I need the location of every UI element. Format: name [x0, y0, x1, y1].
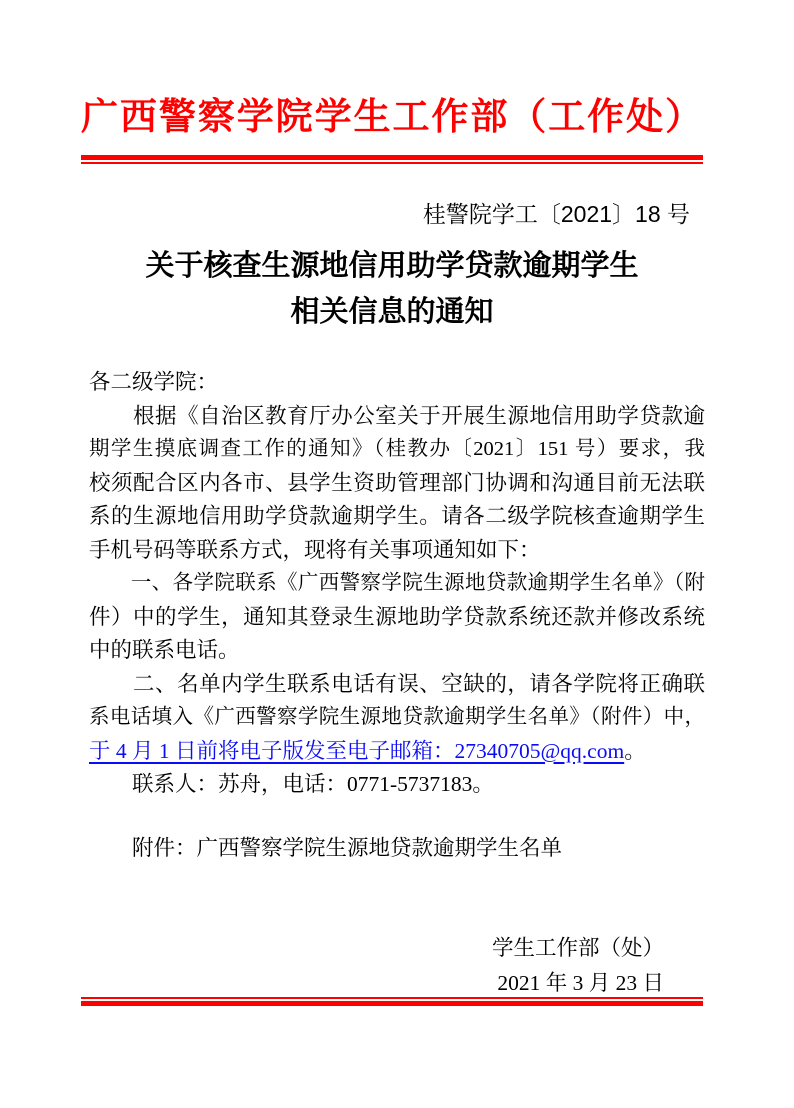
- body-line: 一、各学院联系《广西警察学院生源地贷款逾期学生名单》（附: [89, 572, 705, 594]
- body-line-contact: 联系人：苏舟，电话：0771-5737183。: [89, 772, 494, 796]
- notice-title: [81, 243, 703, 335]
- notice-title-line2: 相关信息的通知: [290, 296, 494, 328]
- signature-org: 学生工作部（处）: [491, 936, 664, 960]
- body-line-salutation: 各二级学院：: [89, 370, 219, 394]
- body-line-email: [89, 735, 705, 769]
- email-line-suffix: 。: [624, 738, 646, 763]
- notice-title-line1: 关于核查生源地信用助学贷款逾期学生: [145, 250, 639, 282]
- signature-date: 2021 年 3 月 23 日: [497, 971, 664, 995]
- body-line-attachment: 附件：广西警察学院生源地贷款逾期学生名单: [89, 835, 563, 860]
- email-link[interactable]: 于 4 月 1 日前将电子版发至电子邮箱：27340705@qq.com: [89, 738, 625, 763]
- footer-double-rule: [81, 997, 703, 1006]
- body-line: 系的生源地信用助学贷款逾期学生。请各二级学院核查逾期学生: [89, 504, 705, 528]
- body-line: 期学生摸底调查工作的通知》（桂教办〔2021〕151 号）要求，我: [89, 438, 705, 460]
- body-line: 校须配合区内各市、县学生资助管理部门协调和沟通目前无法联: [89, 470, 705, 495]
- letterhead-double-rule: [81, 155, 703, 164]
- document-reference-number: 桂警院学工〔2021〕18 号: [422, 201, 690, 227]
- body-line: 二、名单内学生联系电话有误、空缺的，请各学院将正确联: [89, 671, 705, 696]
- body-line: 系电话填入《广西警察学院生源地贷款逾期学生名单》（附件）中，: [89, 706, 705, 728]
- body-line: 手机号码等联系方式，现将有关事项通知如下：: [89, 537, 541, 562]
- notice-body: [89, 366, 705, 865]
- body-line: 中的联系电话。: [89, 638, 240, 662]
- signature-block: [492, 931, 664, 1001]
- letterhead-org-title: 广西警察学院学生工作部（工作处）: [81, 97, 703, 138]
- body-line: 件）中的学生，通知其登录生源地助学贷款系统还款并修改系统: [89, 604, 705, 629]
- body-line: 根据《自治区教育厅办公室关于开展生源地信用助学贷款逾: [89, 403, 705, 428]
